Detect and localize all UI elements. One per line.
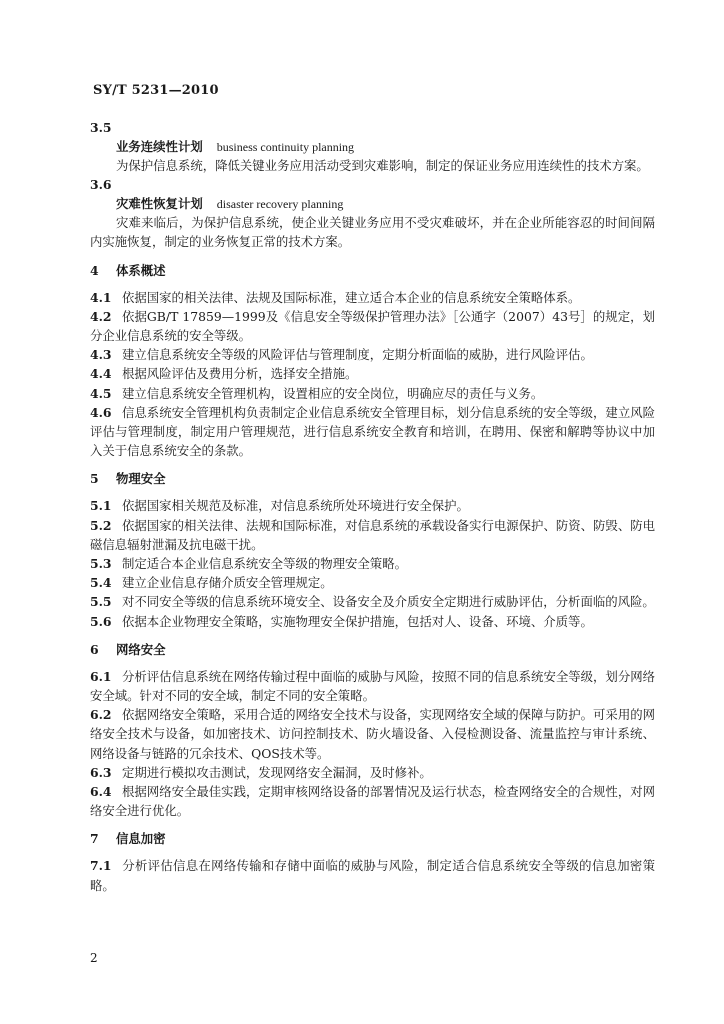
- clause: [90, 516, 655, 554]
- term-definition: 为保护信息系统，降低关键业务应用活动受到灾难影响，制定的保证业务应用连续性的技术方案。: [116, 158, 649, 173]
- term-title: [90, 194, 655, 213]
- clause: [90, 667, 655, 705]
- document-code-header: SY/T 5231—2010: [93, 83, 219, 98]
- term-definition: 灾难来临后，为保护信息系统，使企业关键业务应用不受灾难破坏，并在企业所能容忍的时间间隔内实施恢复，制定的业务恢复正常的技术方案。: [90, 215, 655, 250]
- clause-text: 信息系统安全管理机构负责制定企业信息系统安全管理目标，划分信息系统的安全等级，建立风险评估与管理制度，制定用户管理规范，进行信息系统安全教育和培训，在聘用、保密和解聘等协议中加入关于信息系统安全的条款。: [90, 404, 655, 459]
- section-title: 体系概述: [116, 262, 166, 278]
- section-title: 网络安全: [116, 641, 166, 657]
- clause-text: 建立企业信息存储介质安全管理规定。: [122, 575, 333, 591]
- section-heading: [90, 640, 655, 659]
- clause-number: 6.1: [90, 668, 112, 684]
- clause-number: 5.3: [90, 556, 112, 572]
- clause-number: 6.4: [90, 784, 112, 800]
- term-title: [90, 137, 655, 156]
- clause-number: 4.4: [90, 366, 112, 382]
- clause: [90, 612, 655, 631]
- section-number: 6: [90, 641, 99, 657]
- clause: [90, 763, 655, 782]
- clause-text: 制定适合本企业信息系统安全等级的物理安全策略。: [122, 556, 407, 572]
- clause-number: 5.4: [90, 575, 112, 591]
- clause-number: 5.2: [90, 517, 112, 533]
- clause: [90, 592, 655, 611]
- clause-number: 4.5: [90, 385, 112, 401]
- clause-number: 4.2: [90, 308, 112, 324]
- clause-number: 4.3: [90, 347, 112, 363]
- section-heading: [90, 469, 655, 488]
- clause-number: 4.1: [90, 289, 112, 305]
- clause: [90, 782, 655, 820]
- page-number: 2: [90, 951, 98, 965]
- clause: [90, 573, 655, 592]
- clause: [90, 345, 655, 364]
- section-title: 物理安全: [116, 471, 166, 487]
- clause-text: 建立信息系统安全等级的风险评估与管理制度，定期分析面临的威胁，进行风险评估。: [122, 347, 593, 363]
- clause-text: 根据风险评估及费用分析，选择安全措施。: [122, 366, 358, 382]
- section-heading: [90, 829, 655, 848]
- clause-number: 5.6: [90, 613, 112, 629]
- clause-text: 依据本企业物理安全策略，实施物理安全保护措施，包括对人、设备、环境、介质等。: [122, 613, 593, 629]
- section-number: 5: [90, 471, 99, 487]
- clause-text: 依据国家的相关法律、法规及国际标准，建立适合本企业的信息系统安全策略体系。: [122, 289, 581, 305]
- clause-text: 依据GB/T 17859—1999及《信息安全等级保护管理办法》［公通字（2007）43号］的规定，划分企业信息系统的安全等级。: [90, 308, 655, 344]
- clause: [90, 705, 655, 763]
- section-number: 7: [90, 831, 99, 847]
- clause: [90, 403, 655, 461]
- clause-text: 根据网络安全最佳实践，定期审核网络设备的部署情况及运行状态，检查网络安全的合规性，对网络安全进行优化。: [90, 784, 655, 819]
- clause-text: 依据国家相关规范及标准，对信息系统所处环境进行安全保护。: [122, 498, 469, 514]
- term-title-en: disaster recovery planning: [216, 197, 344, 212]
- clause: [90, 856, 655, 894]
- clause-text: 建立信息系统安全管理机构，设置相应的安全岗位，明确应尽的责任与义务。: [122, 385, 544, 401]
- clause-number: 5.5: [90, 594, 112, 610]
- clause-text: 对不同安全等级的信息系统环境安全、设备安全及介质安全定期进行威胁评估，分析面临的风险。: [122, 594, 655, 610]
- term-title-zh: 业务连续性计划: [116, 139, 203, 154]
- clause-text: 定期进行模拟攻击测试，发现网络安全漏洞，及时修补。: [122, 764, 432, 780]
- term-title-en: business continuity planning: [216, 140, 355, 154]
- document-body: [90, 118, 655, 895]
- clause-number: 6.2: [90, 707, 112, 723]
- clause: [90, 384, 655, 403]
- section-heading: [90, 261, 655, 280]
- clause: [90, 307, 655, 345]
- clause-text: 分析评估信息系统在网络传输过程中面临的威胁与风险，按照不同的信息系统安全等级，划分网络安全域。针对不同的安全域，制定不同的安全策略。: [90, 668, 655, 704]
- term-number: 3.6: [90, 177, 112, 193]
- term-number: 3.5: [90, 120, 112, 135]
- clause: [90, 364, 655, 383]
- clause: [90, 288, 655, 307]
- clause-number: 7.1: [90, 858, 112, 874]
- clause-number: 4.6: [90, 404, 112, 420]
- clause-text: 依据网络安全策略，采用合适的网络安全技术与设备，实现网络安全域的保障与防护。可采用的网络安全技术与设备，如加密技术、访问控制技术、防火墙设备、入侵检测设备、流量监控与审计系统、网络设备与链路的冗余技术、QOS技术等。: [90, 707, 655, 761]
- clause: [90, 554, 655, 573]
- clause-number: 6.3: [90, 764, 112, 780]
- term-title-zh: 灾难性恢复计划: [116, 196, 203, 212]
- clause-text: 分析评估信息在网络传输和存储中面临的威胁与风险，制定适合信息系统安全等级的信息加密策略。: [90, 858, 655, 893]
- clause: [90, 496, 655, 515]
- section-title: 信息加密: [116, 831, 166, 847]
- clause-text: 依据国家的相关法律、法规和国际标准，对信息系统的承载设备实行电源保护、防资、防毁、防电磁信息辐射泄漏及抗电磁干扰。: [90, 517, 655, 552]
- section-number: 4: [90, 262, 99, 278]
- clause-number: 5.1: [90, 498, 112, 514]
